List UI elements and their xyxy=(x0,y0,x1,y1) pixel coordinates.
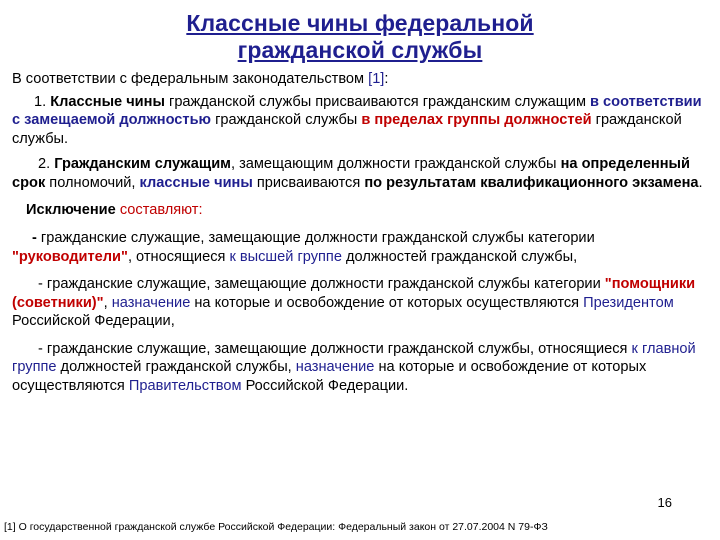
item2-text-1: , замещающим должности гражданской службы xyxy=(230,156,561,173)
footnote-marker: [1] xyxy=(4,521,16,534)
item1-highlight-blue: в соответствии с замещаемой должностью xyxy=(12,93,702,129)
bullet2-text-4: Российской Федерации, xyxy=(12,313,175,330)
bullet3-highlight-blue-2: назначение xyxy=(295,359,375,376)
paragraph-bullet-3 xyxy=(12,340,708,396)
bullet1-text-2: , относящиеся xyxy=(127,248,230,265)
footnote xyxy=(4,521,716,534)
bullet3-highlight-blue-1: к главной группе xyxy=(12,340,696,376)
bullet1-dash: - xyxy=(32,229,41,246)
bullet3-highlight-blue-3: Правительством xyxy=(128,377,242,394)
bullet2-text-1: гражданские служащие, замещающие должности гражданской службы категории xyxy=(46,276,605,293)
bullet3-text-3: на которые и освобождение от которых осуществляются xyxy=(12,359,647,394)
paragraph-bullet-2 xyxy=(12,275,708,331)
item2-bold-1: Гражданским служащим xyxy=(54,156,231,173)
item2-text-3: присваиваются xyxy=(252,174,365,191)
paragraph-exception xyxy=(12,201,708,220)
bullet2-highlight-red: "помощники (советники)" xyxy=(12,276,696,311)
item1-text-1: гражданской службы присваиваются гражданским служащим xyxy=(164,93,591,110)
page-title xyxy=(12,10,708,64)
item2-bold-2: на определенный срок xyxy=(12,156,690,191)
item2-number: 2. xyxy=(38,156,55,173)
bullet2-highlight-blue-1: назначение xyxy=(111,294,191,311)
footnote-reference-link[interactable]: [1] xyxy=(368,71,385,88)
bullet1-text-3: должностей гражданской службы, xyxy=(341,248,578,265)
exception-text: составляют: xyxy=(115,202,203,219)
bullet3-text-1: гражданские служащие, замещающие должности гражданской службы, относящиеся xyxy=(46,340,632,357)
item2-text-4: . xyxy=(698,174,703,191)
paragraph-intro xyxy=(12,70,708,89)
intro-text: В соответствии с федеральным законодательством xyxy=(12,71,369,88)
bullet2-dash: - xyxy=(38,276,47,293)
page-title-line-2: гражданской службы xyxy=(237,37,483,64)
bullet2-highlight-blue-2: Президентом xyxy=(583,294,674,311)
page-number: 16 xyxy=(657,495,672,510)
item1-highlight-red: в пределах группы должностей xyxy=(361,112,592,129)
item1-bold-1: Классные чины xyxy=(50,93,165,110)
paragraph-item-1 xyxy=(12,93,708,149)
item2-bold-3: по результатам квалификационного экзамена xyxy=(364,174,699,191)
item2-highlight-blue: классные чины xyxy=(139,174,253,191)
item2-text-2: полномочий, xyxy=(45,174,140,191)
bullet1-highlight-red: "руководители" xyxy=(12,248,128,265)
page-title-line-1: Классные чины федеральной xyxy=(186,10,534,36)
bullet3-text-2: должностей гражданской службы, xyxy=(56,359,296,376)
item1-number: 1. xyxy=(34,93,51,110)
item1-text-3: гражданской службы. xyxy=(12,112,682,147)
bullet2-text-2: , xyxy=(103,294,112,311)
exception-label: Исключение xyxy=(26,202,116,219)
bullet3-dash: - xyxy=(38,340,47,357)
paragraph-item-2 xyxy=(12,155,708,192)
bullet3-text-4: Российской Федерации. xyxy=(241,377,409,394)
item1-text-2: гражданской службы xyxy=(211,112,362,129)
bullet2-text-3: на которые и освобождение от которых осуществляются xyxy=(190,294,584,311)
slide-body xyxy=(12,70,708,395)
intro-colon: : xyxy=(384,71,389,88)
footnote-text: О государственной гражданской службе Российской Федерации: Федеральный закон от 27.07.2004 N 79-ФЗ xyxy=(15,521,548,534)
paragraph-bullet-1 xyxy=(12,229,708,266)
bullet1-text-1: гражданские служащие, замещающие должности гражданской службы категории xyxy=(40,229,595,246)
bullet1-highlight-blue: к высшей группе xyxy=(229,248,342,265)
